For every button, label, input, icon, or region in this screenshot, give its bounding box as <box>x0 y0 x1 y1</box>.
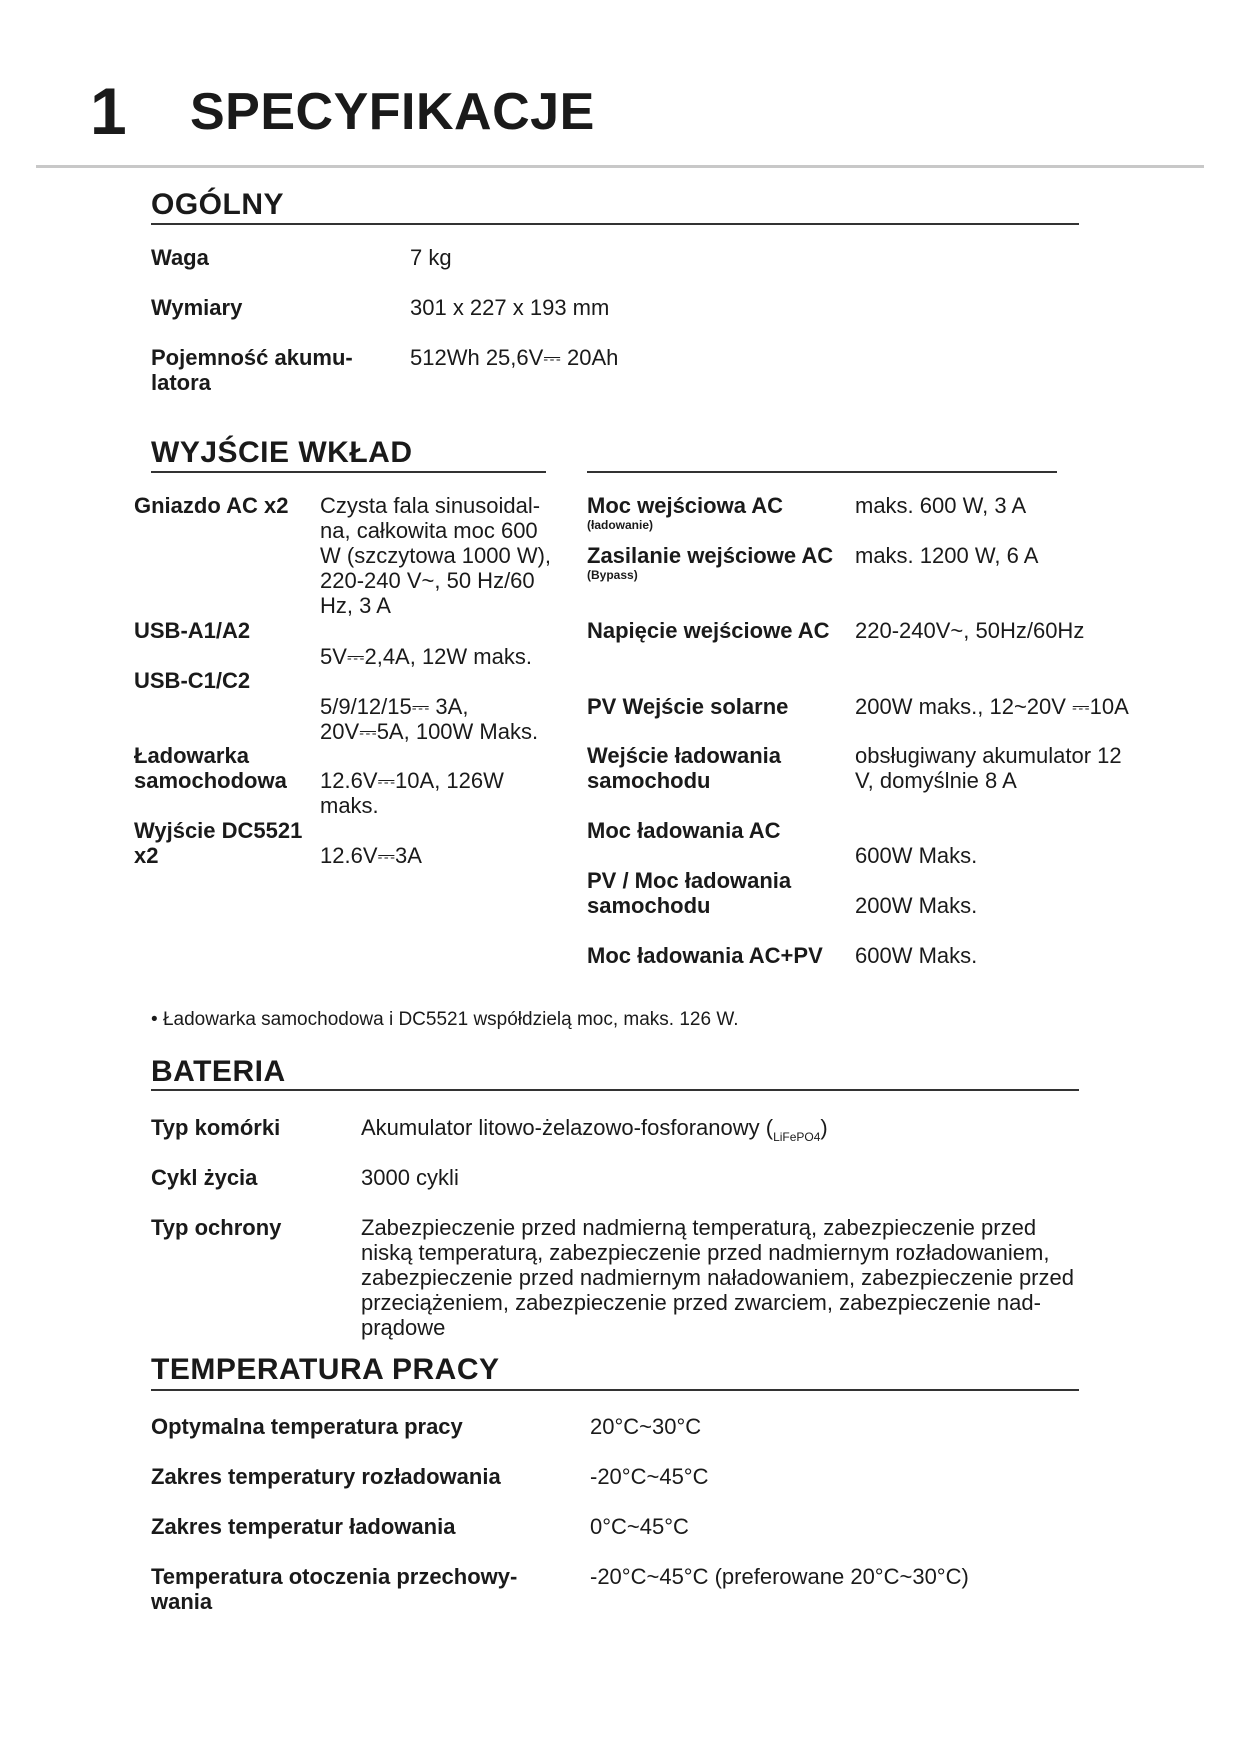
battery-value-cell: Akumulator litowo-żelazowo-fosforanowy $(_{LiFePO4})$ <box>361 1115 828 1144</box>
spec-label-weight: Waga <box>151 245 209 270</box>
temp-value-charge: 0°C~45°C <box>590 1514 689 1539</box>
output-label-ac: Gniazdo AC x2 <box>134 493 289 518</box>
power-share-note: • Ładowarka samochodowa i DC5521 współdzielą moc, maks. 126 W. <box>151 1009 739 1030</box>
temp-label-charge: Zakres temperatur ładowania <box>151 1514 456 1539</box>
input-value-voltage: 220-240V~, 50Hz/60Hz <box>855 618 1085 643</box>
section-title-temperature: TEMPERATURA PRACY <box>151 1353 500 1386</box>
section-divider-output <box>151 471 546 473</box>
input-label-pv: PV Wejście solarne <box>587 694 789 719</box>
input-value-ac: maks. 600 W, 3 A <box>855 493 1027 518</box>
input-value-bypass: maks. 1200 W, 6 A <box>855 543 1039 568</box>
input-value-pv: 200W maks., 12~20V ⎓10A <box>855 694 1129 719</box>
input-label-ac: Moc wejściowa AC (ładowanie) <box>587 493 784 532</box>
spec-value-dimensions: 301 x 227 x 193 mm <box>410 295 610 320</box>
temp-value-storage: -20°C~45°C (preferowane 20°C~30°C) <box>590 1564 969 1589</box>
temp-label-storage: Temperatura otoczenia przechowy- wania <box>151 1564 518 1614</box>
battery-value-cycle: 3000 cykli <box>361 1165 459 1190</box>
chapter-number: 1 <box>90 74 127 148</box>
input-value-ac-charge: 600W Maks. <box>855 843 978 868</box>
section-divider-general <box>151 223 1079 225</box>
section-divider-input <box>587 471 1057 473</box>
bullet-icon: • <box>151 1009 163 1030</box>
output-value-usba: 5V⎓2,4A, 12W maks. <box>320 644 532 669</box>
input-label-bypass: Zasilanie wejściowe AC (Bypass) <box>587 543 834 582</box>
temp-value-optimal: 20°C~30°C <box>590 1414 702 1439</box>
temp-value-discharge: -20°C~45°C <box>590 1464 709 1489</box>
input-value-pv-car: 200W Maks. <box>855 893 978 918</box>
section-divider-battery <box>151 1089 1079 1091</box>
output-value-car: 12.6V⎓10A, 126W maks. <box>320 768 504 818</box>
section-title-general: OGÓLNY <box>151 188 285 221</box>
chapter-divider <box>36 165 1204 168</box>
section-divider-temperature <box>151 1389 1079 1391</box>
battery-label-cycle: Cykl życia <box>151 1165 258 1190</box>
input-label-pv-car: PV / Moc ładowania samochodu <box>587 868 792 918</box>
battery-label-cell: Typ komórki <box>151 1115 281 1140</box>
output-value-dc: 12.6V⎓3A <box>320 843 422 868</box>
spec-label-capacity: Pojemność akumu- latora <box>151 345 353 395</box>
input-label-voltage: Napięcie wejściowe AC <box>587 618 830 643</box>
output-value-usbc: 5/9/12/15⎓ 3A, 20V⎓5A, 100W Maks. <box>320 694 539 744</box>
input-label-car: Wejście ładowania samochodu <box>587 743 782 793</box>
temp-label-optimal: Optymalna temperatura pracy <box>151 1414 463 1439</box>
temp-label-discharge: Zakres temperatury rozładowania <box>151 1464 501 1489</box>
spec-value-weight: 7 kg <box>410 245 452 270</box>
input-value-car: obsługiwany akumulator 12 V, domyślnie 8 A <box>855 743 1122 793</box>
input-value-acpv: 600W Maks. <box>855 943 978 968</box>
spec-label-dimensions: Wymiary <box>151 295 243 320</box>
output-label-usbc: USB-C1/C2 <box>134 668 251 693</box>
output-label-dc: Wyjście DC5521 x2 <box>134 818 303 868</box>
input-label-acpv: Moc ładowania AC+PV <box>587 943 823 968</box>
battery-value-protection: Zabezpieczenie przed nadmierną temperaturą, zabezpieczenie przed niską temperaturą, zabezpieczenie przed nadmiernym rozładowaniem, zabezpieczenie przed nadmiernym naładowaniem, zabezpieczenie przed przeciążeniem, zabezpieczenie przed zwarciem, zabezpieczenie nad- prądowe <box>361 1215 1074 1340</box>
output-label-usba: USB-A1/A2 <box>134 618 251 643</box>
input-label-ac-charge: Moc ładowania AC <box>587 818 781 843</box>
output-label-car: Ładowarka samochodowa <box>134 743 287 793</box>
output-value-ac: Czysta fala sinusoidal- na, całkowita moc 600 W (szczytowa 1000 W), 220-240 V~, 50 Hz/60 Hz, 3 A <box>320 493 552 618</box>
chapter-title: SPECYFIKACJE <box>190 83 595 141</box>
battery-label-protection: Typ ochrony <box>151 1215 282 1240</box>
section-title-battery: BATERIA <box>151 1055 286 1088</box>
section-title-io: WYJŚCIE WKŁAD <box>151 436 413 469</box>
spec-value-capacity: 512Wh 25,6V⎓ 20Ah <box>410 345 619 370</box>
